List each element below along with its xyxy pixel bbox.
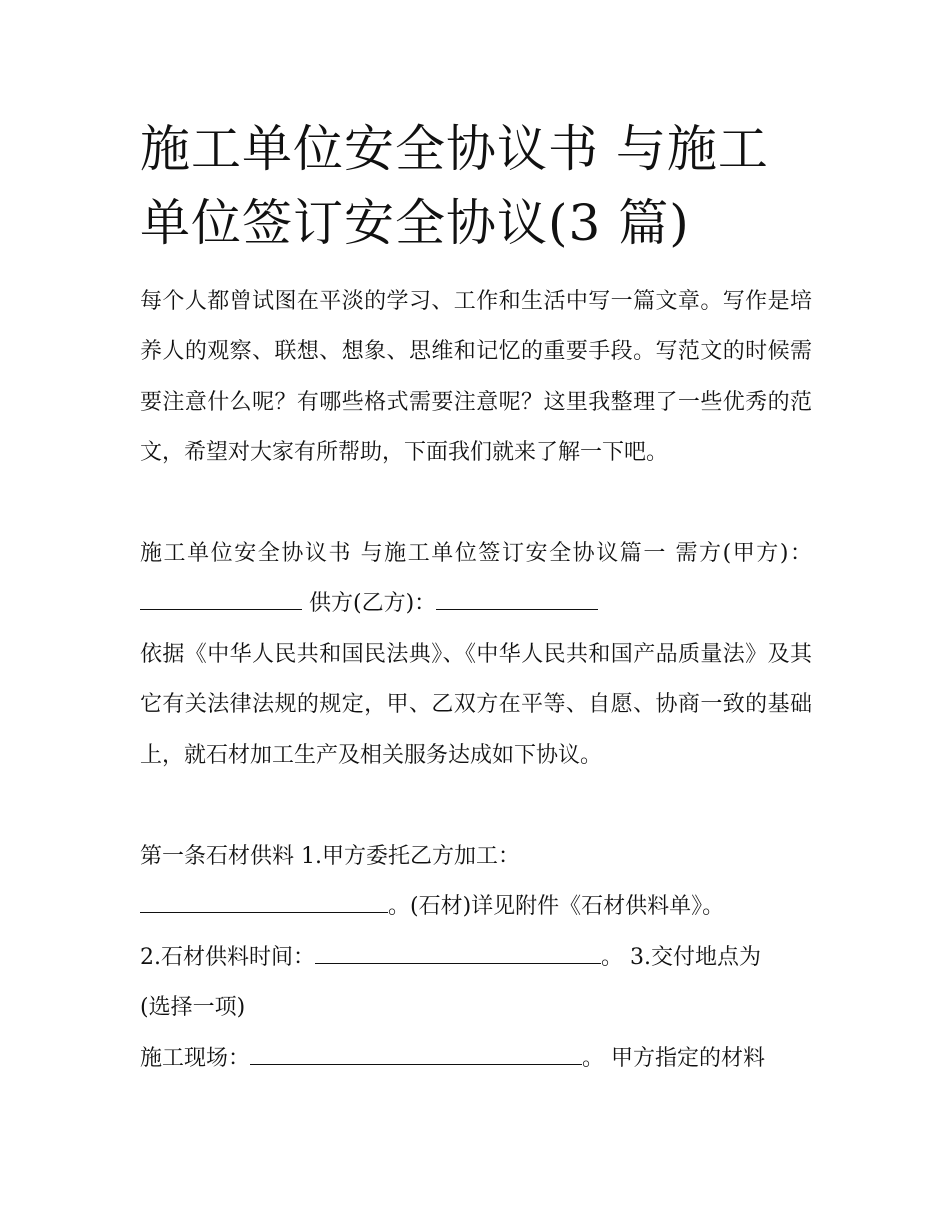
parties-paragraph: [140, 529, 812, 630]
site-tail: 。 甲方指定的材料: [582, 1046, 766, 1071]
clause2-tail: 。 3.交付地点为: [601, 945, 761, 970]
site-paragraph: [140, 1034, 812, 1084]
supply-time-label: 2.石材供料时间：: [140, 945, 315, 970]
supply-time-blank: [315, 945, 601, 964]
supplier-blank: [436, 591, 598, 610]
clause1-paragraph: [140, 832, 812, 933]
clause2-paragraph: [140, 933, 812, 1034]
site-label: 施工现场：: [140, 1046, 251, 1071]
clause1-line1: 第一条石材供料 1.甲方委托乙方加工：: [140, 844, 520, 869]
buyer-blank: [140, 591, 302, 610]
buyer-label: 施工单位安全协议书 与施工单位签订安全协议篇一 需方(甲方)：: [140, 541, 812, 566]
document-title: 施工单位安全协议书 与施工单位签订安全协议(3 篇): [140, 120, 769, 252]
supplier-label: 供方(乙方)：: [302, 591, 437, 617]
site-blank: [250, 1046, 582, 1065]
intro-paragraph: 每个人都曾试图在平淡的学习、工作和生活中写一篇文章。写作是培养人的观察、联想、想象、思维和记忆的重要手段。写范文的时候需要注意什么呢？有哪些格式需要注意呢？这里我整理了一些优秀的范文，希望对大家有所帮助，下面我们就来了解一下吧。: [140, 289, 812, 466]
clause1-line2: 。(石材)详见附件《石材供料单》。: [388, 894, 725, 920]
clause3-option: (选择一项): [140, 995, 246, 1021]
basis-paragraph: 依据《中华人民共和国民法典》、《中华人民共和国产品质量法》及其它有关法律法规的规定，甲、乙双方在平等、自愿、协商一致的基础上，就石材加工生产及相关服务达成如下协议。: [140, 642, 812, 768]
material-blank: [140, 894, 388, 913]
